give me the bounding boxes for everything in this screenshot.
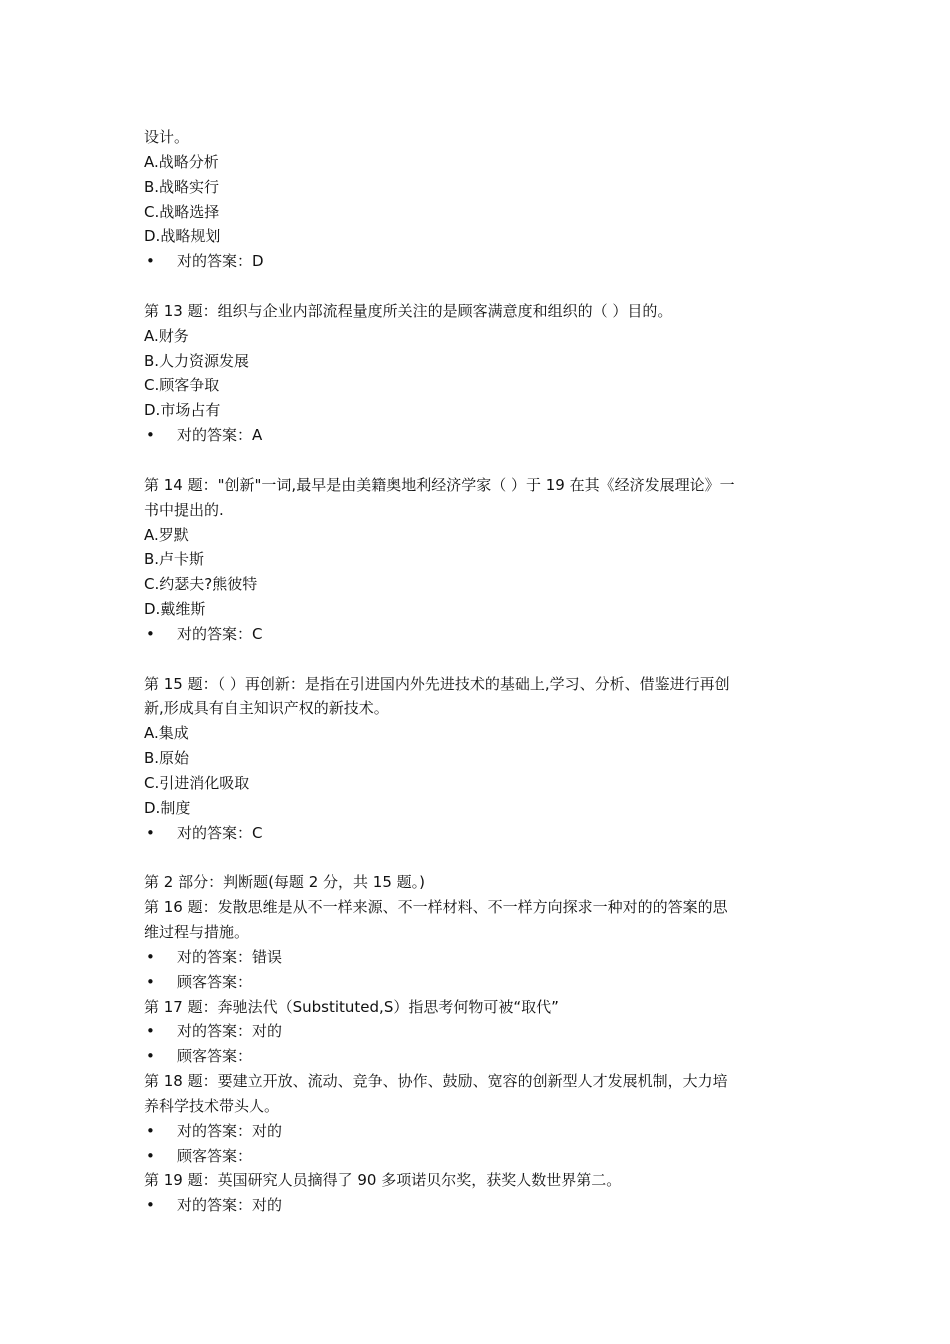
document-page [144,125,814,1218]
bullet-text: 对的答案：C [177,823,263,842]
blank-line [144,448,814,473]
bullet-item [144,821,814,846]
text-line: 养科学技术带头人。 [144,1096,280,1115]
bullet-icon: • [146,947,155,966]
text-line: C.引进消化吸取 [144,773,250,792]
bullet-text: 顾客答案： [177,1047,253,1066]
text-line: A.战略分析 [144,152,219,171]
bullet-text: 顾客答案： [177,972,253,991]
bullet-icon: • [146,252,155,271]
text-line: 第 18 题：要建立开放、流动、竞争、协作、鼓励、宽容的创新型人才发展机制，大力培 [144,1072,728,1091]
text-line: D.戴维斯 [144,600,206,619]
text-line: 书中提出的. [144,500,224,519]
bullet-icon: • [146,1022,155,1041]
text-line: D.市场占有 [144,401,221,420]
text-line: B.原始 [144,749,190,768]
bullet-item [144,622,814,647]
text-line: 第 13 题：组织与企业内部流程量度所关注的是顾客满意度和组织的（ ）目的。 [144,301,673,320]
bullet-icon: • [146,426,155,445]
bullet-item [144,1019,814,1044]
text-line: 第 15 题：（ ）再创新：是指在引进国内外先进技术的基础上,学习、分析、借鉴进行再创 [144,674,730,693]
text-line: B.战略实行 [144,177,220,196]
text-line: A.集成 [144,724,189,743]
bullet-item [144,1144,814,1169]
bullet-icon: • [146,1196,155,1215]
blank-line [144,274,814,299]
bullet-icon: • [146,624,155,643]
bullet-text: 对的答案：A [177,426,263,445]
text-line: 第 17 题：奔驰法代（Substituted,S）指思考何物可被“取代” [144,997,559,1016]
text-line: 第 2 部分：判断题(每题 2 分，共 15 题。) [144,873,425,892]
text-line: 设计。 [144,128,190,146]
bullet-item [144,423,814,448]
text-line: A.罗默 [144,525,189,544]
bullet-text: 对的答案：对的 [177,1196,283,1215]
text-line: 维过程与措施。 [144,923,250,941]
blank-line [144,845,814,870]
bullet-icon: • [146,1047,155,1066]
text-line: B.人力资源发展 [144,351,250,370]
text-line: C.顾客争取 [144,376,220,395]
bullet-text: 对的答案：错误 [177,947,283,966]
text-line: C.战略选择 [144,202,220,221]
bullet-text: 对的答案：对的 [177,1022,283,1041]
bullet-text: 对的答案：C [177,624,263,643]
text-line: C.约瑟夫?熊彼特 [144,575,258,594]
bullet-text: 对的答案：D [177,252,264,271]
text-line: D.制度 [144,798,191,817]
bullet-item [144,1193,814,1218]
blank-line [144,647,814,672]
text-line: 第 16 题：发散思维是从不一样来源、不一样材料、不一样方向探求一种对的的答案的思 [144,898,728,917]
bullet-icon: • [146,823,155,842]
bullet-icon: • [146,1146,155,1165]
bullet-text: 对的答案：对的 [177,1121,283,1140]
text-line: 第 14 题："创新"一词,最早是由美籍奥地利经济学家（ ）于 19 在其《经济发展理论》一 [144,475,735,494]
text-line: 新,形成具有自主知识产权的新技术。 [144,699,389,718]
bullet-item [144,945,814,970]
bullet-item [144,1119,814,1144]
bullet-item [144,249,814,274]
text-line: A.财务 [144,326,189,345]
bullet-item [144,1044,814,1069]
bullet-icon: • [146,1121,155,1140]
bullet-text: 顾客答案： [177,1146,253,1165]
bullet-icon: • [146,972,155,991]
bullet-item [144,970,814,995]
text-line: D.战略规划 [144,227,221,246]
text-line: 第 19 题：英国研究人员摘得了 90 多项诺贝尔奖，获奖人数世界第二。 [144,1171,622,1190]
text-line: B.卢卡斯 [144,550,205,569]
